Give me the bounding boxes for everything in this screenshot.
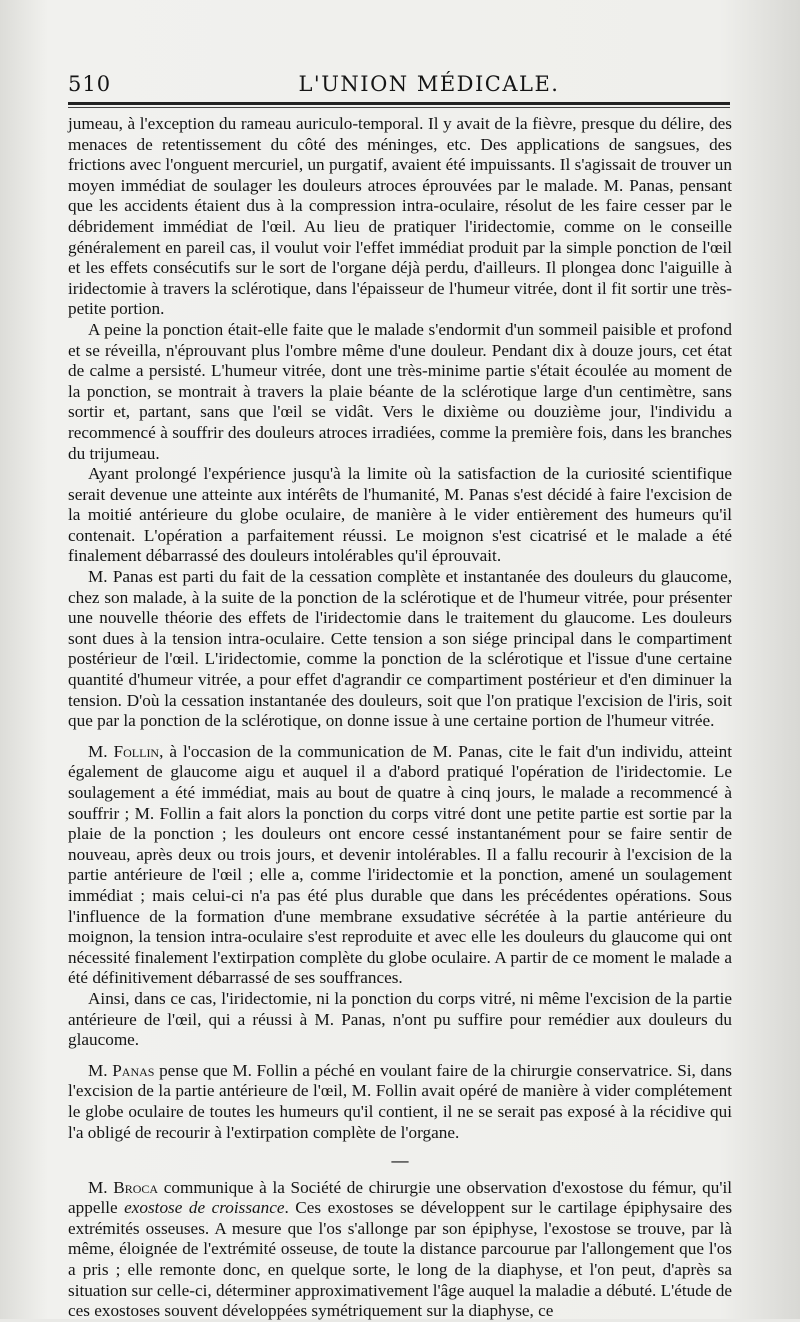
running-title: L'UNION MÉDICALE. [298,72,560,96]
section-separator: — [391,1151,409,1171]
paragraph: A peine la ponction était-elle faite que le malade s'endormit d'un sommeil paisible et profond et se réveilla, n'éprouvant plus l'ombre même d'une douleur. Pendant dix à douze jours, cet état de calme a persisté. L'humeur vitrée, dont une très-minime partie s'était écoulée au moment de la ponction, se montrait à travers la plaie béante de la sclérotique large d'un centimètre, sans sortir et, partant, sans que l'œil se vidât. Vers le dixième ou douzième jour, l'individu a recommencé à souffrir des douleurs atroces irradiées, comme la première fois, dans les branches du trijumeau. [68,319,732,463]
page-header [68,68,730,98]
speaker-name: M. Broca [88,1177,159,1197]
italic-term: exostose de croissance [124,1198,285,1218]
paragraph-follin [68,742,732,989]
paragraph: jumeau, à l'exception du rameau auriculo-temporal. Il y avait de la fièvre, presque du délire, des menaces de retentissement du côté des méninges, etc. Des applications de sangsues, des frictions avec l'onguent mercuriel, un purgatif, avaient été impuissants. Il s'agissait de trouver un moyen immédiat de soulager les douleurs atroces éprouvées par le malade. M. Panas, pensant que les accidents étaient dus à la compression intra-oculaire, résolut de les faire cesser par le débridement immédiat de l'œil. Au lieu de pratiquer l'iridectomie, comme on le conseille généralement en pareil cas, il voulut voir l'effet immédiat produit par la simple ponction de l'œil et les effets consécutifs sur le sort de l'organe déjà perdu, d'ailleurs. Il plongea donc l'aiguille à iridectomie à travers la sclérotique, dans l'épaisseur de l'humeur vitrée, dont il fit sortir une très-petite portion. [68,114,732,319]
paragraph: Ainsi, dans ce cas, l'iridectomie, ni la ponction du corps vitré, ni même l'excision de la partie antérieure de l'œil, qui a réussi à M. Panas, n'ont pu suffire pour remédier aux douleurs du glaucome. [68,988,732,1050]
speaker-name: M. Panas [88,1060,155,1080]
page-number: 510 [68,72,112,96]
paragraph-broca [68,1178,732,1322]
header-rule [68,102,730,105]
article-body [68,114,732,1322]
speaker-name: M. Follin [88,741,160,761]
paragraph-text: , à l'occasion de la communication de M. Panas, cite le fait d'un individu, atteint également de glaucome aigu et auquel il a d'abord pratiqué l'opération de l'iridectomie. Le soulagement a été immédiat, mais au bout de quatre à cinq jours, le malade a recommencé à souffrir ; M. Follin a fait alors la ponction du corps vitré dont une petite partie est sortie par la plaie de la ponction ; les douleurs ont encore cessé instantanément pour se faire sentir de nouveau, après deux ou trois jours, et devenir intolérables. Il a fallu recourir à l'excision de la partie antérieure de l'œil ; elle a, comme l'iridectomie et la ponction, amené un soulagement immédiat ; mais celui-ci n'a pas été plus durable que dans les précédentes opérations. Sous l'influence de la formation d'une membrane exsudative sécrétée à la partie antérieure du moignon, la tension intra-oculaire s'est reproduite et avec elle les douleurs du glaucome qui ont nécessité finalement l'extirpation complète du globe oculaire. A partir de ce moment le malade a été définitivement débarrassé de ses souffrances. [68,741,732,988]
paragraph: Ayant prolongé l'expérience jusqu'à la limite où la satisfaction de la curiosité scientifique serait devenue une atteinte aux intérêts de l'humanité, M. Panas s'est décidé à faire l'excision de la moitié antérieure du globe oculaire, de manière à le vider entièrement des humeurs qu'il contenait. L'opération a parfaitement réussi. Le moignon s'est cicatrisé et le malade a été finalement débarrassé des douleurs intolérables qu'il éprouvait. [68,464,732,566]
header-rule-thin [68,107,730,108]
paragraph-panas [68,1061,732,1143]
paragraph: M. Panas est parti du fait de la cessation complète et instantanée des douleurs du glaucome, chez son malade, à la suite de la ponction de la sclérotique et de l'humeur vitrée, pour présenter une nouvelle théorie des effets de l'iridectomie dans le traitement du glaucome. Les douleurs sont dues à la tension intra-oculaire. Cette tension a son siége principal dans le compartiment postérieur de l'œil. L'iridectomie, comme la ponction de la sclérotique et l'issue d'une certaine quantité d'humeur vitrée, a pour effet d'agrandir ce compartiment postérieur et d'en diminuer la tension. D'où la cessation instantanée des douleurs, soit que l'on pratique l'excision de l'iris, soit que par la ponction de la sclérotique, on donne issue à une certaine portion de l'humeur vitrée. [68,567,732,731]
paragraph-text: . Ces exostoses se développent sur le cartilage épiphysaire des extrémités osseuses. A mesure que l'os s'allonge par son épiphyse, l'exostose se trouve, par là même, éloignée de l'extrémité osseuse, de toute la distance parcourue par l'allongement que l'os a pris ; elle remonte donc, en quelque sorte, le long de la diaphyse, et l'on peut, d'après sa situation sur celle-ci, déterminer approximativement l'âge auquel la maladie a débuté. L'étude de ces exostoses souvent développées symétriquement sur la diaphyse, ce [68,1198,733,1321]
paragraph-text: communique à la Société de chirurgie une observation d'exostose du fémur, qu'il appelle [68,1177,732,1218]
paragraph-text: pense que M. Follin a péché en voulant faire de la chirurgie conservatrice. Si, dans l'excision de la partie antérieure de l'œil, M. Follin avait opéré de manière à vider complétement le globe oculaire de toutes les humeurs qu'il contient, il ne se serait pas exposé à la récidive qui l'a obligé de recourir à l'extirpation complète de l'organe. [68,1060,732,1142]
